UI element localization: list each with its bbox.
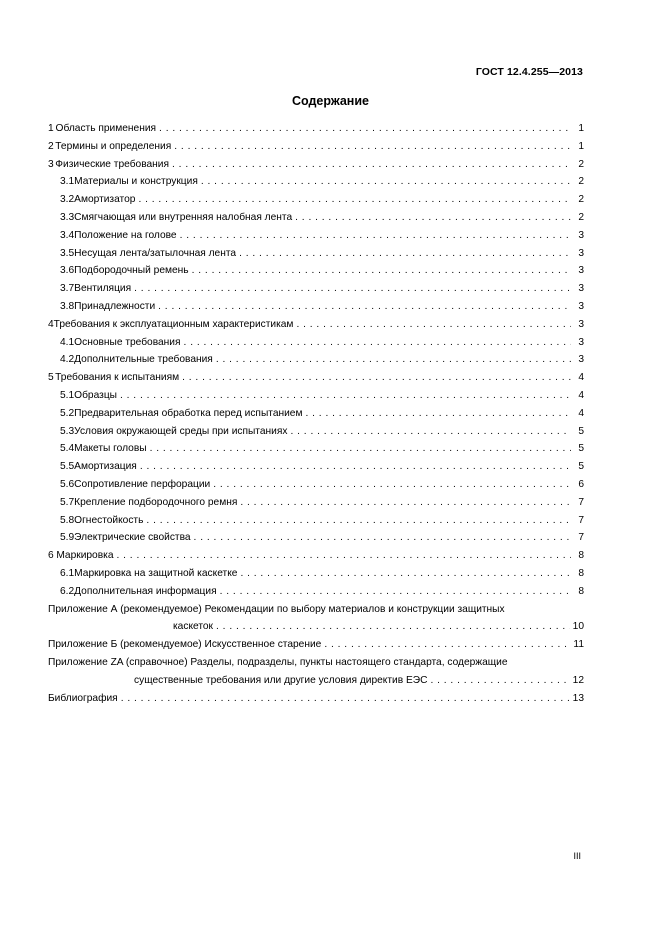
- table-of-contents: [48, 120, 584, 707]
- toc-entry-label: Физические требования: [55, 158, 169, 170]
- leader-dots: [116, 547, 571, 565]
- toc-entry-label: Требования к испытаниям: [55, 372, 180, 384]
- leader-dots: [158, 298, 571, 316]
- toc-entry-label: Маркировка: [56, 550, 114, 562]
- leader-dots: [134, 280, 571, 298]
- toc-entry-label: Смягчающая или внутренняя налобная лента: [74, 211, 293, 223]
- toc-entry-page: 5: [578, 425, 584, 437]
- toc-entry-number: 1: [48, 123, 54, 134]
- toc-entry-number: 5: [48, 372, 54, 384]
- toc-entry-page: 3: [578, 354, 584, 366]
- appendix-a-title-cont: каскеток: [173, 621, 214, 633]
- toc-entry[interactable]: [48, 245, 584, 263]
- toc-entry-page: 3: [578, 229, 584, 241]
- toc-entry-page: 2: [578, 158, 584, 170]
- toc-entry-label: Амортизатор: [74, 194, 136, 206]
- appendix-b-page: 11: [573, 639, 584, 651]
- toc-entry-number: 6.1: [60, 567, 75, 579]
- toc-entry-label: Макеты головы: [74, 443, 147, 455]
- leader-dots: [239, 245, 571, 263]
- toc-entry-page: 7: [578, 532, 584, 544]
- toc-entry-number: 3.6: [60, 265, 75, 277]
- toc-entry[interactable]: [48, 494, 584, 512]
- leader-dots: [296, 316, 571, 334]
- toc-entry-number: 3.5: [60, 247, 75, 259]
- leader-dots: [295, 209, 571, 227]
- toc-entry[interactable]: [48, 512, 584, 530]
- toc-entry-label: Несущая лента/затылочная лента: [74, 247, 237, 259]
- page-title: Содержание: [291, 94, 369, 108]
- toc-entry-label: Вентиляция: [74, 283, 132, 295]
- appendix-a-page: 10: [572, 621, 584, 633]
- toc-entry[interactable]: [48, 262, 584, 280]
- leader-dots: [172, 156, 571, 174]
- toc-entry-page: 7: [578, 514, 584, 526]
- toc-entry-number: 4: [48, 318, 54, 330]
- toc-entry-label: Предварительная обработка перед испытанием: [74, 407, 303, 419]
- leader-dots: [150, 440, 571, 458]
- toc-entry-page: 2: [578, 211, 584, 223]
- leader-dots: [216, 351, 571, 369]
- toc-entry-number: 5.6: [60, 478, 75, 490]
- leader-dots: [324, 636, 570, 654]
- toc-entry-number: 5.1: [60, 389, 75, 401]
- toc-appendix-b[interactable]: [48, 636, 584, 654]
- toc-entry[interactable]: [48, 298, 584, 316]
- toc-entry-label: Электрические свойства: [74, 532, 191, 544]
- leader-dots: [146, 512, 571, 530]
- toc-entry-number: 2: [48, 140, 54, 152]
- toc-entry-page: 3: [578, 283, 584, 295]
- leader-dots: [290, 423, 571, 441]
- toc-entry-label: Огнестойкость: [74, 514, 144, 526]
- toc-entry-page: 3: [578, 247, 584, 259]
- toc-entry-page: 8: [578, 550, 584, 562]
- toc-entry-page: 1: [578, 140, 584, 152]
- toc-entry-page: 3: [578, 300, 584, 312]
- toc-entry-page: 2: [578, 176, 584, 188]
- toc-entry-page: 5: [578, 443, 584, 455]
- toc-entry-number: 5.8: [60, 514, 75, 526]
- toc-entry-number: 3.7: [60, 283, 75, 295]
- leader-dots: [182, 369, 571, 387]
- toc-entry[interactable]: [48, 209, 584, 227]
- toc-entry-page: 1: [578, 123, 584, 134]
- toc-entry[interactable]: [48, 120, 584, 138]
- toc-entry-number: 3.8: [60, 300, 75, 312]
- toc-entry[interactable]: [48, 138, 584, 156]
- toc-appendix-a[interactable]: [48, 601, 584, 637]
- toc-entry[interactable]: [48, 227, 584, 245]
- toc-entry-page: 3: [578, 336, 584, 348]
- toc-entry[interactable]: [48, 423, 584, 441]
- toc-entry-page: 4: [578, 389, 584, 401]
- leader-dots: [180, 227, 571, 245]
- toc-entry[interactable]: [48, 476, 584, 494]
- toc-entry-page: 4: [578, 407, 584, 419]
- toc-entry-label: Принадлежности: [74, 300, 156, 312]
- toc-entry-label: Условия окружающей среды при испытаниях: [74, 425, 288, 437]
- toc-entry-label: Амортизация: [74, 461, 137, 473]
- toc-entry[interactable]: [48, 405, 584, 423]
- toc-entry-number: 5.2: [60, 407, 75, 419]
- leader-dots: [159, 120, 571, 138]
- toc-entry-number: 3.2: [60, 194, 75, 206]
- leader-dots: [240, 494, 571, 512]
- toc-entry-label: Подбородочный ремень: [74, 265, 189, 277]
- toc-entry[interactable]: [48, 583, 584, 601]
- toc-entry-label: Дополнительная информация: [74, 585, 217, 597]
- toc-entry-page: 8: [578, 567, 584, 579]
- toc-entry-label: Крепление подбородочного ремня: [74, 496, 238, 508]
- toc-entries: [48, 120, 584, 601]
- toc-entry-number: 4.1: [60, 336, 75, 348]
- toc-entry[interactable]: [48, 173, 584, 191]
- toc-entry-number: 5.9: [60, 532, 75, 544]
- toc-entry-page: 6: [578, 478, 584, 490]
- toc-entry[interactable]: [48, 191, 584, 209]
- toc-entry[interactable]: [48, 316, 584, 334]
- toc-entry[interactable]: [48, 156, 584, 174]
- toc-entry-number: 5.7: [60, 496, 75, 508]
- toc-entry-number: 6.2: [60, 585, 75, 597]
- toc-entry-number: 3.1: [60, 176, 75, 188]
- toc-entry-page: 2: [578, 194, 584, 206]
- document-code: ГОСТ 12.4.255—2013: [475, 66, 583, 78]
- toc-entry-page: 4: [578, 372, 584, 384]
- toc-entry-label: Термины и определения: [55, 140, 172, 152]
- leader-dots: [213, 476, 571, 494]
- leader-dots: [240, 565, 571, 583]
- toc-entry-label: Материалы и конструкция: [74, 176, 198, 188]
- toc-entry-label: Дополнительные требования: [74, 354, 213, 366]
- toc-entry[interactable]: [48, 334, 584, 352]
- toc-entry-label: Маркировка на защитной каскетке: [74, 567, 238, 579]
- appendix-za-title: Приложение ZA (справочное) Разделы, подразделы, пункты настоящего стандарта, содержащие: [48, 656, 508, 668]
- leader-dots: [140, 458, 571, 476]
- toc-entry[interactable]: [48, 369, 584, 387]
- toc-entry-number: 5.5: [60, 461, 75, 473]
- toc-entry-label: Основные требования: [74, 336, 181, 348]
- toc-bibliography[interactable]: [48, 690, 584, 708]
- leader-dots: [192, 262, 571, 280]
- leader-dots: [174, 138, 571, 156]
- toc-entry-number: 4.2: [60, 354, 75, 366]
- toc-appendix-za[interactable]: [48, 654, 584, 690]
- toc-entry-page: 7: [578, 496, 584, 508]
- toc-entry[interactable]: [48, 529, 584, 547]
- toc-entry[interactable]: [48, 351, 584, 369]
- appendix-za-page: 12: [572, 674, 584, 686]
- toc-entry-number: 3.4: [60, 229, 75, 241]
- leader-dots: [220, 583, 571, 601]
- leader-dots: [184, 334, 571, 352]
- leader-dots: [121, 690, 570, 708]
- bibliography-title: Библиография: [48, 692, 118, 704]
- toc-entry-number: 5.4: [60, 443, 75, 455]
- toc-entry-page: 5: [578, 461, 584, 473]
- toc-entry-number: 3: [48, 158, 54, 170]
- toc-entry-label: Сопротивление перфорации: [74, 478, 211, 490]
- toc-entry-number: 6: [48, 550, 54, 562]
- toc-entry-label: Положение на голове: [74, 229, 177, 241]
- toc-entry-page: 3: [578, 318, 584, 330]
- leader-dots: [138, 191, 571, 209]
- leader-dots: [216, 618, 570, 636]
- toc-entry-label: Требования к эксплуатационным характеристикам: [53, 318, 294, 330]
- appendix-za-title-cont: существенные требования или другие условия директив ЕЭС: [134, 674, 428, 686]
- toc-entry[interactable]: [48, 458, 584, 476]
- bibliography-page: 13: [572, 692, 584, 704]
- leader-dots: [201, 173, 571, 191]
- appendix-b-title: Приложение Б (рекомендуемое) Искусственное старение: [48, 639, 322, 651]
- leader-dots: [305, 405, 571, 423]
- toc-entry-page: 8: [578, 585, 584, 597]
- leader-dots: [430, 672, 569, 690]
- toc-entry-label: Область применения: [55, 123, 157, 134]
- toc-entry[interactable]: [48, 440, 584, 458]
- appendix-a-title: Приложение А (рекомендуемое) Рекомендации по выбору материалов и конструкции защитных: [48, 603, 505, 615]
- toc-entry-page: 3: [578, 265, 584, 277]
- page-number: III: [573, 851, 581, 861]
- toc-entry[interactable]: [48, 547, 584, 565]
- toc-entry-number: 3.3: [60, 211, 75, 223]
- leader-dots: [194, 529, 571, 547]
- toc-entry-number: 5.3: [60, 425, 75, 437]
- toc-entry[interactable]: [48, 565, 584, 583]
- leader-dots: [120, 387, 571, 405]
- toc-entry-label: Образцы: [74, 389, 117, 401]
- toc-entry[interactable]: [48, 280, 584, 298]
- toc-entry[interactable]: [48, 387, 584, 405]
